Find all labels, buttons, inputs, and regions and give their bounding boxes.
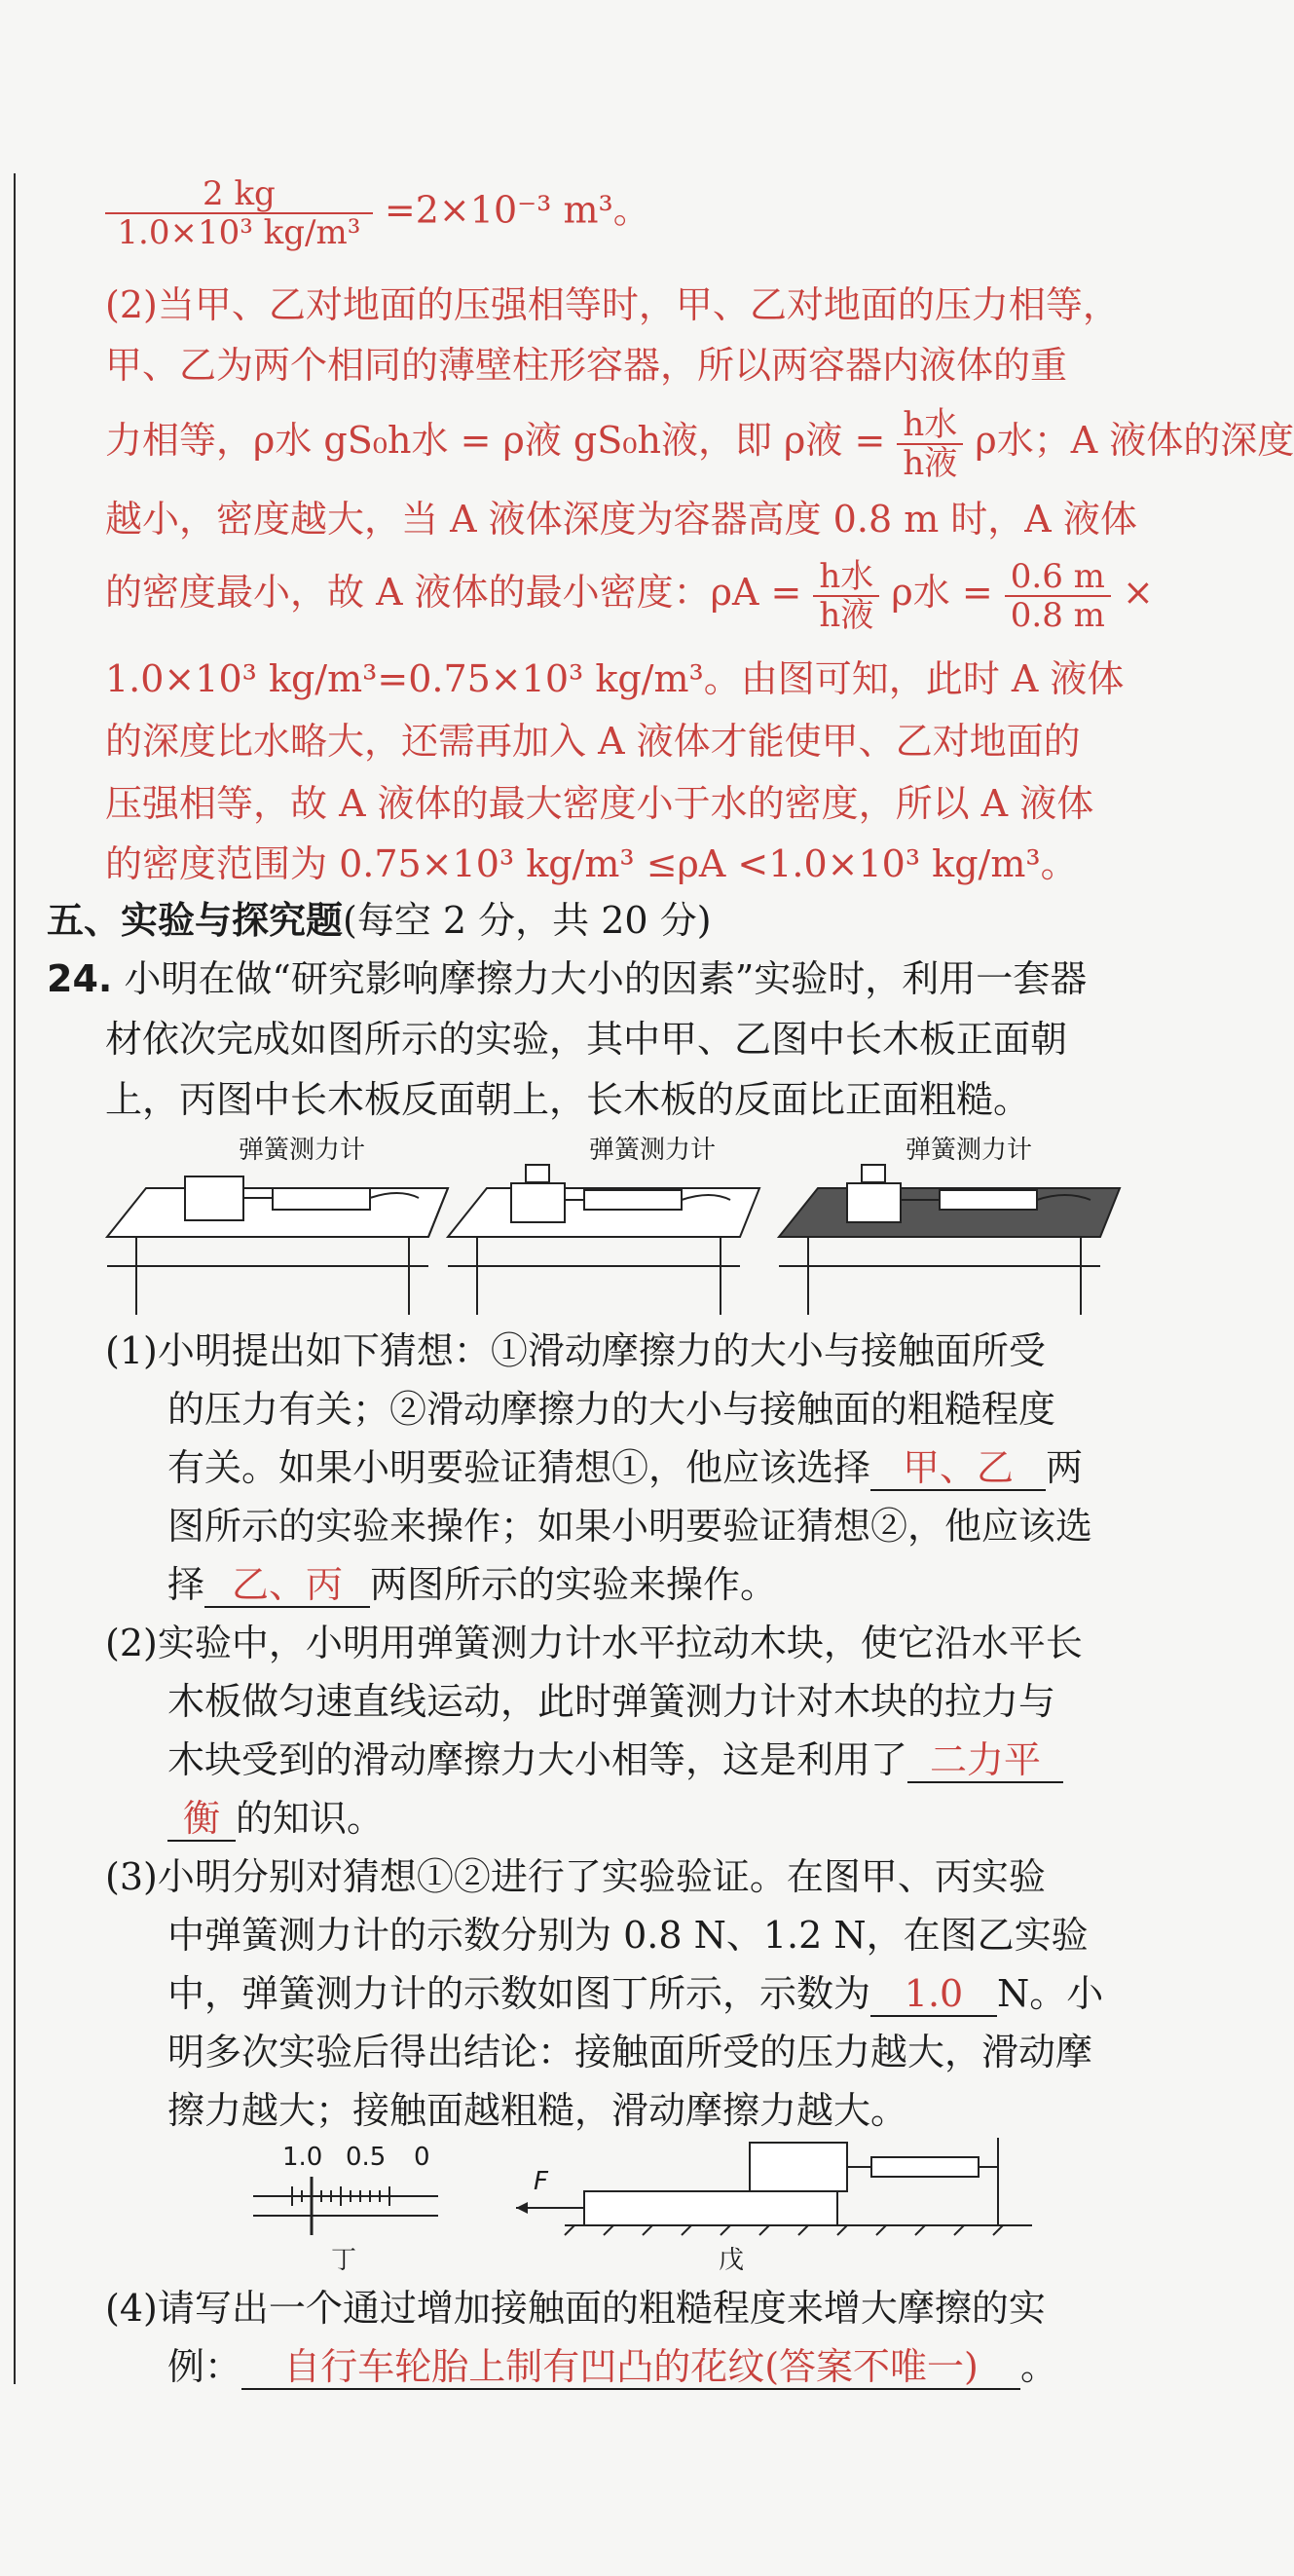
part-text: (3)小明分别对猜想①②进行了实验验证。在图甲、丙实验 — [105, 1855, 1046, 1898]
solution-line — [105, 401, 1294, 482]
part-text — [167, 1443, 1083, 1492]
fraction-denominator: 0.8 m — [1010, 595, 1105, 635]
part-text: (4)请写出一个通过增加接触面的粗糙程度来增大摩擦的实 — [105, 2287, 1046, 2330]
section-header — [47, 896, 712, 945]
solution-line: 的深度比水略大，还需再加入 A 液体才能使甲、乙对地面的 — [105, 720, 1081, 763]
fraction — [105, 175, 373, 251]
answer-blank: 乙、丙 — [204, 1563, 370, 1608]
part-text: (2)实验中，小明用弹簧测力计水平拉动木块，使它沿水平长 — [105, 1622, 1083, 1664]
left-margin-rule — [14, 173, 16, 2384]
stem-text: 上，丙图中长木板反面朝上，长木板的反面比正面粗糙。 — [105, 1078, 1031, 1121]
force-label: F — [534, 2167, 548, 2196]
section-title: 五、实验与探究题 — [47, 899, 344, 942]
solution-line: 越小，密度越大，当 A 液体深度为容器高度 0.8 m 时，A 液体 — [105, 498, 1137, 541]
scale-label: 0.5 — [346, 2143, 387, 2172]
part-text: 图所示的实验来操作；如果小明要验证猜想②，他应该选 — [167, 1505, 1093, 1548]
solution-line: 1.0×10³ kg/m³=0.75×10³ kg/m³。由图可知，此时 A 液体 — [105, 657, 1125, 700]
solution-line: 甲、乙为两个相同的薄壁柱形容器，所以两容器内液体的重 — [105, 344, 1068, 387]
text-segment: N。小 — [997, 1972, 1104, 2015]
figure-wu — [506, 2138, 1032, 2255]
fraction-numerator: 2 kg — [105, 175, 373, 214]
fraction — [813, 558, 879, 634]
question-number: 24. — [47, 957, 113, 1000]
fraction-result: =2×10⁻³ m³。 — [384, 188, 650, 232]
figure-bing — [779, 1165, 1120, 1315]
figure-yi — [448, 1165, 759, 1315]
answer-blank: 自行车轮胎上制有凹凸的花纹(答案不唯一) — [241, 2345, 1020, 2390]
figure-caption-wu: 戊 — [719, 2246, 745, 2275]
part-text — [167, 1736, 1063, 1784]
text-segment: 有关。如果小明要验证猜想①，他应该选择 — [167, 1446, 871, 1489]
text-segment: ρ水 = — [891, 571, 993, 614]
text-segment: 中，弹簧测力计的示数如图丁所示，示数为 — [167, 1972, 871, 2015]
fraction-numerator: h水 — [897, 406, 963, 445]
answer-blank: 二力平 — [907, 1738, 1063, 1783]
fraction-denominator: h液 — [819, 595, 874, 635]
text-segment: 的密度最小，故 A 液体的最小密度：ρA = — [105, 571, 802, 614]
solution-line: (2)当甲、乙对地面的压强相等时，甲、乙对地面的压力相等， — [105, 283, 1120, 326]
figure-label: 弹簧测力计 — [906, 1136, 1033, 1165]
part-text: 明多次实验后得出结论：接触面所受的压力越大，滑动摩 — [167, 2031, 1093, 2073]
fraction-denominator: h液 — [903, 443, 958, 483]
figure-label: 弹簧测力计 — [239, 1136, 366, 1165]
fraction — [897, 406, 963, 482]
solution-line: 的密度范围为 0.75×10³ kg/m³ ≤ρA <1.0×10³ kg/m³。 — [105, 842, 1078, 885]
figure-label: 弹簧测力计 — [589, 1136, 717, 1165]
part-text: 木板做匀速直线运动，此时弹簧测力计对木块的拉力与 — [167, 1680, 1056, 1723]
part-text — [167, 1794, 384, 1843]
solution-part1 — [105, 175, 650, 251]
part-text: 擦力越大；接触面越粗糙，滑动摩擦力越大。 — [167, 2089, 908, 2132]
text-segment: 力相等，ρ水 gS₀h水 = ρ液 gS₀h液，即 ρ液 = — [105, 419, 886, 462]
question-stem — [47, 954, 1087, 1003]
text-segment: 两 — [1046, 1446, 1084, 1489]
part-text — [167, 1969, 1103, 2018]
fraction — [1005, 558, 1111, 634]
text-segment: 例： — [167, 2345, 242, 2388]
answer-blank: 甲、乙 — [870, 1446, 1046, 1491]
part-text — [167, 2342, 1057, 2391]
section-note: (每空 2 分，共 20 分) — [343, 899, 712, 942]
text-segment: 的知识。 — [236, 1797, 385, 1840]
solution-line — [105, 553, 1154, 634]
solution-line: 压强相等，故 A 液体的最大密度小于水的密度，所以 A 液体 — [105, 782, 1094, 825]
part-text: (1)小明提出如下猜想：①滑动摩擦力的大小与接触面所受 — [105, 1329, 1046, 1372]
stem-text: 小明在做“研究影响摩擦力大小的因素”实验时，利用一套器 — [124, 957, 1088, 1000]
answer-blank: 衡 — [167, 1797, 236, 1842]
stem-text: 材依次完成如图所示的实验，其中甲、乙图中长木板正面朝 — [105, 1018, 1068, 1061]
part-text: 中弹簧测力计的示数分别为 0.8 N、1.2 N，在图乙实验 — [167, 1914, 1089, 1957]
text-segment: 。 — [1020, 2345, 1058, 2388]
figure-caption-ding: 丁 — [331, 2246, 357, 2275]
part-text — [167, 1560, 777, 1609]
text-segment: 择 — [167, 1563, 205, 1606]
text-segment: ρ水；A 液体的深度 — [975, 419, 1294, 462]
figure-jia — [107, 1176, 448, 1315]
fraction-numerator: 0.6 m — [1005, 558, 1111, 597]
part-text: 的压力有关；②滑动摩擦力的大小与接触面的粗糙程度 — [167, 1388, 1056, 1431]
fraction-numerator: h水 — [813, 558, 879, 597]
answer-blank: 1.0 — [870, 1972, 997, 2017]
spring-scale-reading — [253, 2177, 438, 2235]
scale-label: 1.0 — [282, 2143, 323, 2172]
text-segment: × — [1122, 571, 1154, 614]
text-segment: 两图所示的实验来操作。 — [370, 1563, 778, 1606]
text-segment: 木块受到的滑动摩擦力大小相等，这是利用了 — [167, 1738, 908, 1781]
fraction-denominator: 1.0×10³ kg/m³ — [117, 213, 361, 252]
scale-label: 0 — [414, 2143, 430, 2172]
